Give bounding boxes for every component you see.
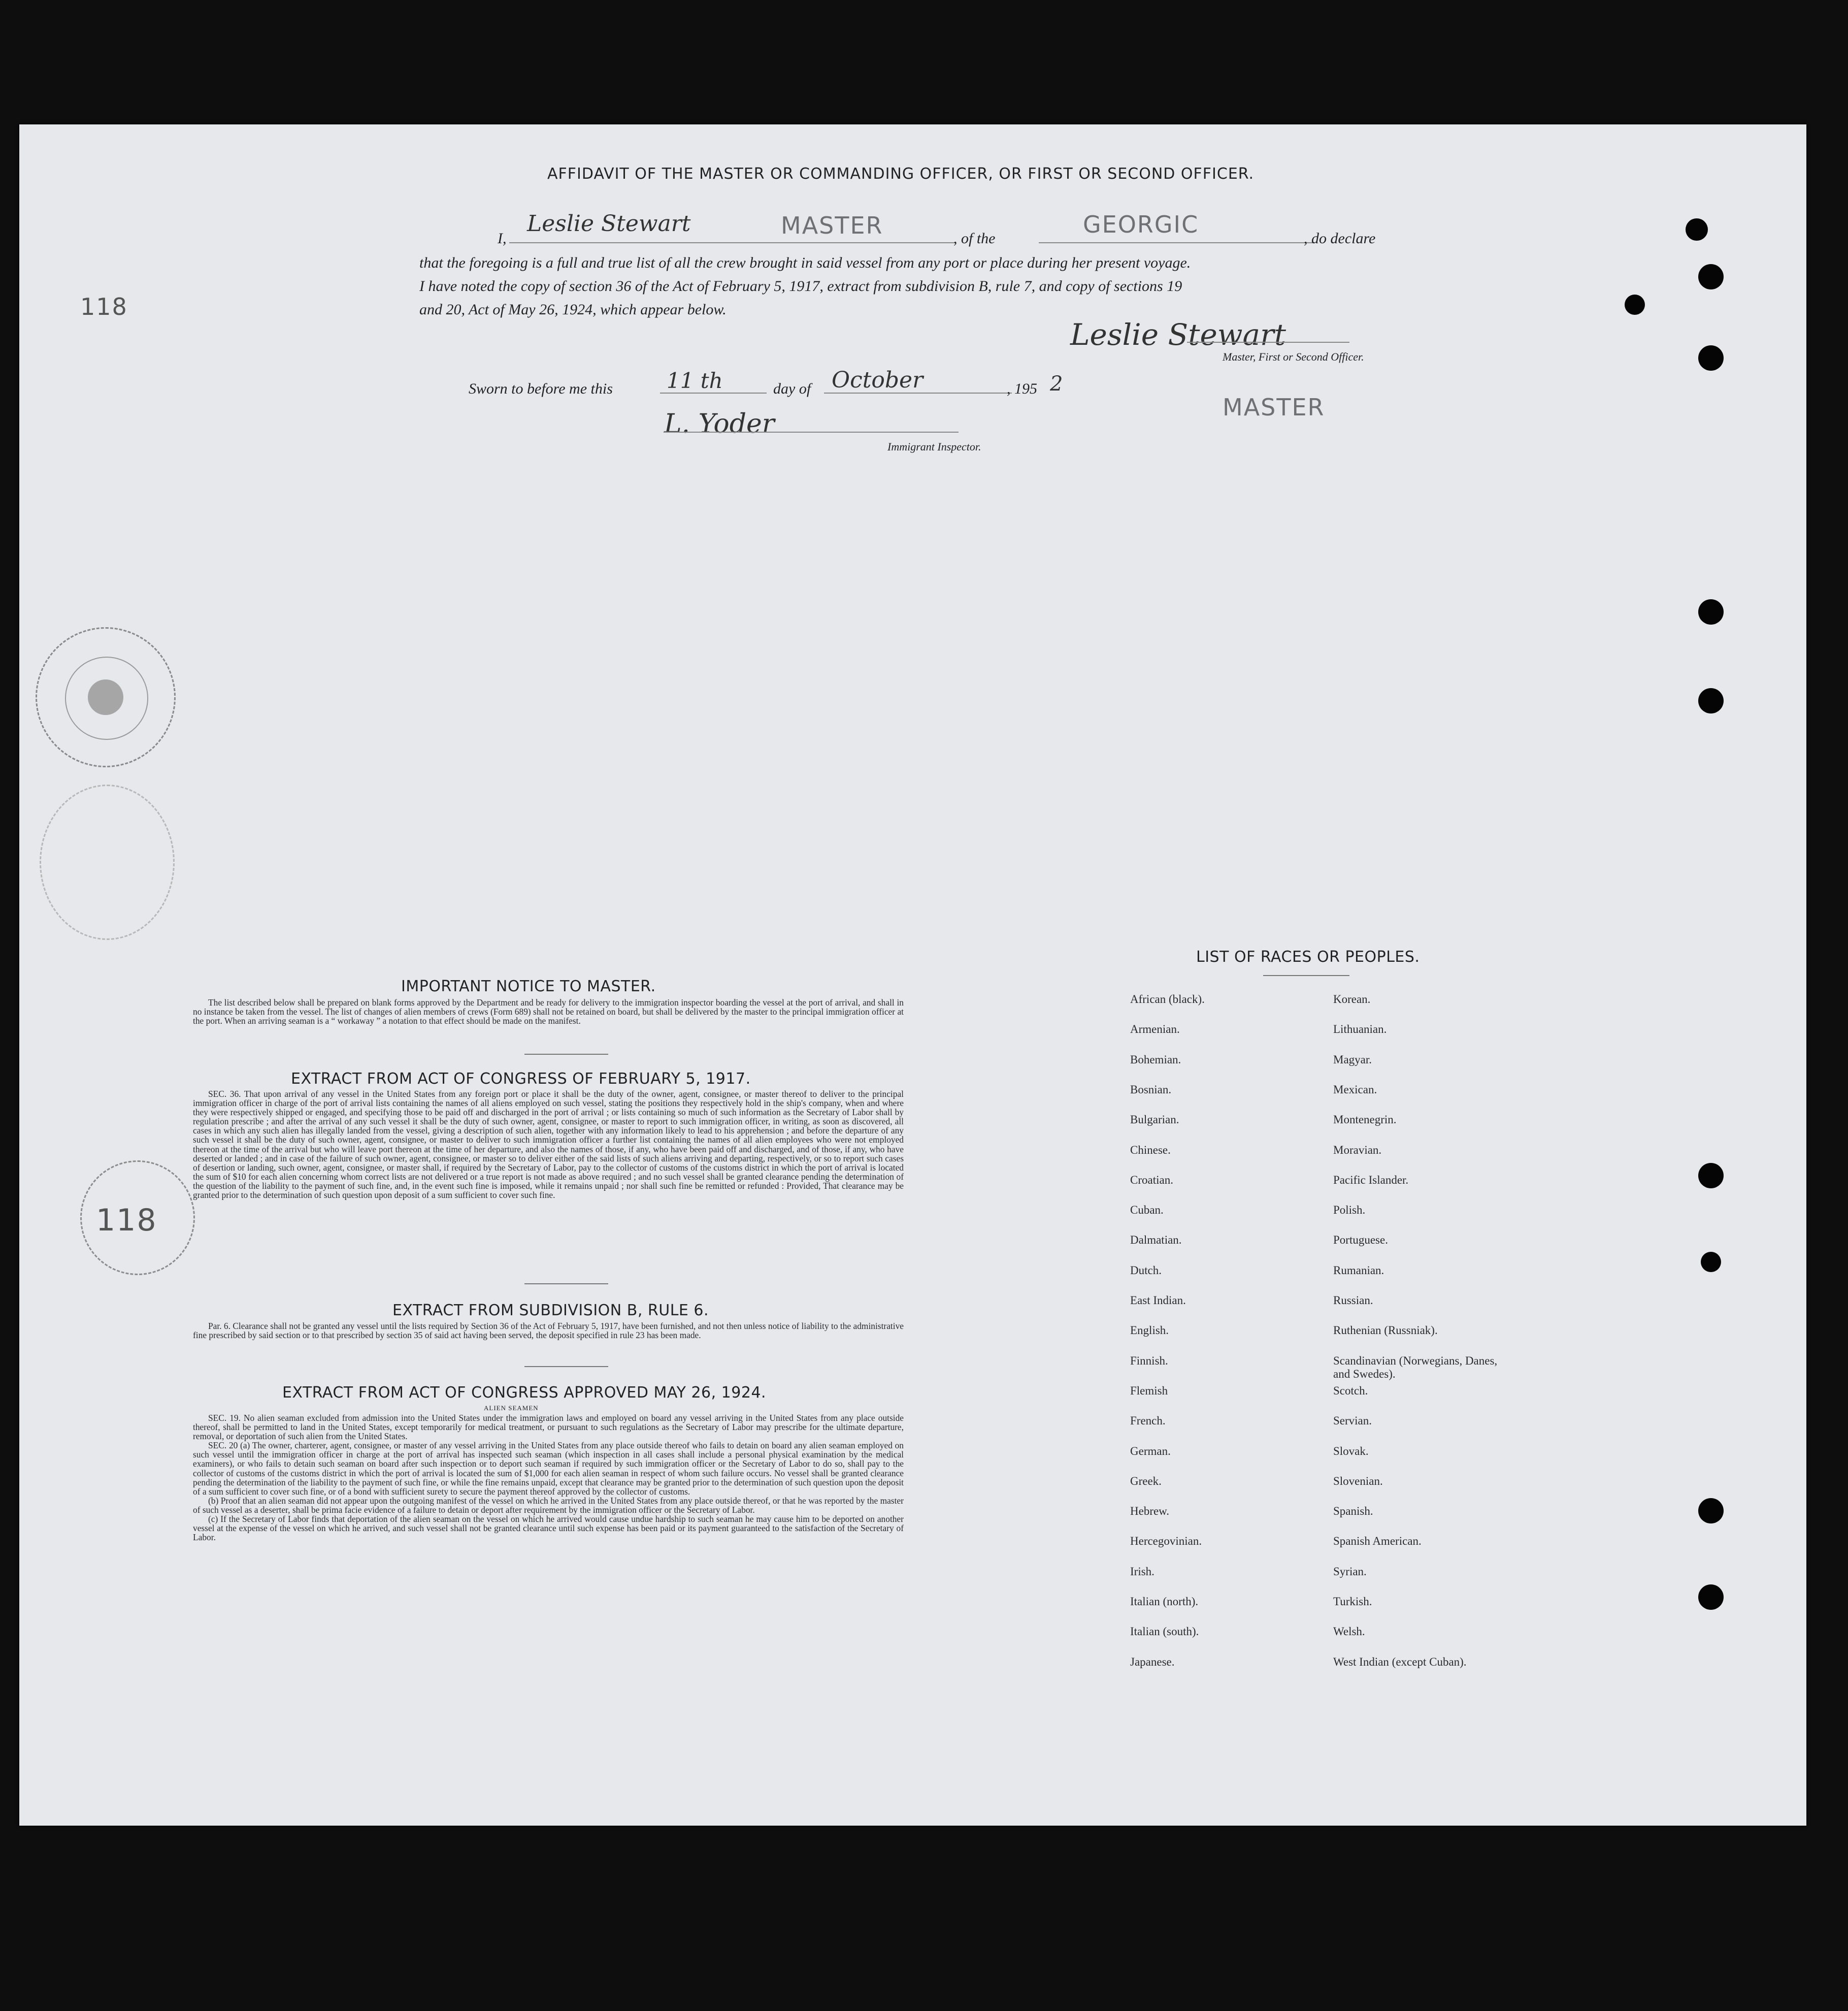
officer-signature-line [1187, 342, 1349, 343]
race-item: Welsh. [1333, 1625, 1365, 1638]
number-seal [80, 1160, 195, 1275]
affidavit-i-label: I, [498, 230, 507, 247]
divider [524, 1366, 608, 1367]
race-item: English. [1130, 1324, 1169, 1337]
races-title: LIST OF RACES OR PEOPLES. [1196, 948, 1420, 966]
race-item: Turkish. [1333, 1595, 1372, 1608]
vessel-name-line [1039, 242, 1313, 243]
manifest-page [19, 124, 1806, 1826]
sworn-year-hand: 2 [1050, 372, 1063, 396]
race-item: Korean. [1333, 993, 1371, 1006]
master-stamp: MASTER [781, 212, 883, 239]
master-stamp-2: MASTER [1223, 394, 1325, 421]
day-of-label: day of [773, 380, 811, 397]
sworn-day: 11 th [667, 368, 723, 393]
race-item: Chinese. [1130, 1143, 1171, 1156]
divider [524, 1283, 608, 1284]
race-item: Rumanian. [1333, 1263, 1384, 1277]
punch-hole [1698, 688, 1724, 713]
extract-1917-title: EXTRACT FROM ACT OF CONGRESS OF FEBRUARY 5, 1917. [291, 1070, 751, 1088]
race-item: Hercegovinian. [1130, 1535, 1202, 1548]
race-item: Irish. [1130, 1565, 1154, 1578]
officer-caption: Master, First or Second Officer. [1223, 350, 1364, 363]
race-item: Japanese. [1130, 1655, 1175, 1668]
affidavit-line-3: I have noted the copy of section 36 of the Act of February 5, 1917, extract from subdivision B, rule 7, and copy of sections 19 [419, 278, 1182, 295]
notice-text: The list described below shall be prepared on blank forms approved by the Department and be ready for delivery to the immigration inspector boarding the vessel at the port of arrival, and shall in no instance be taken from the vessel. The list of changes of alien members of crews (Form 689) shall not be retained on board, but shall be delivered by the master to the principal immigration officer at the port. When an arriving seaman is a “ workaway ” a notation to that effect should be made on the manifest. [193, 997, 904, 1026]
sec-20a-text: SEC. 20 (a) The owner, charterer, agent, consignee, or master of any vessel arriving in the United States from any place outside thereof who fails to detain on board any alien seaman employed on such vessel until the immigration officer in charge at the port of arrival has inspected such seaman (which inspection in all cases shall include a personal physical examination by the medical examiners), or who fails to detain such seaman on board after such inspection or to deport such seaman if required by such immigration officer or the Secretary of Labor to do so, shall pay to the collector of customs of the customs district in which the port of arrival is located the sum of $1,000 for each alien seaman in respect of whom such failure occurs. No vessel shall be granted clearance pending the determination of the liability to the payment of such fine, or while the fine remains unpaid, except that clearance may be granted prior to the determination of such question upon the deposit of a sum sufficient to cover such fine, or of a bond with sufficient surety to secure the payment thereof approved by the collector of customs. [193, 1440, 904, 1497]
race-item: Italian (south). [1130, 1625, 1199, 1638]
inspector-signature: L. Yoder [664, 409, 775, 439]
affidavit-do-declare-label: , do declare [1304, 230, 1376, 247]
race-item: East Indian. [1130, 1294, 1186, 1307]
race-item: Finnish. [1130, 1354, 1168, 1367]
inspector-signature-line [664, 432, 959, 433]
race-item: Ruthenian (Russniak). [1333, 1324, 1438, 1337]
divider [524, 1054, 608, 1055]
race-item: Moravian. [1333, 1143, 1382, 1156]
race-item: West Indian (except Cuban). [1333, 1655, 1467, 1668]
punch-hole [1698, 1163, 1724, 1188]
race-item: Syrian. [1333, 1565, 1367, 1578]
sworn-label: Sworn to before me this [469, 380, 613, 397]
faded-seal [40, 785, 175, 940]
official-seal [36, 627, 176, 767]
subdivision-b-text: Par. 6. Clearance shall not be granted any vessel until the lists required by Section 36 of the Act of February 5, 1917, have been furnished, and not then unless notice of liability to the administrative fine prescribed by said section or to that prescribed by section 35 of said act having been served, the deposit specified in rule 23 has been made. [193, 1321, 904, 1341]
race-item: Flemish [1130, 1384, 1168, 1397]
race-item: African (black). [1130, 993, 1205, 1006]
affidavit-line-4: and 20, Act of May 26, 1924, which appear below. [419, 301, 727, 318]
race-item: Armenian. [1130, 1023, 1180, 1036]
extract-1917-text: SEC. 36. That upon arrival of any vessel in the United States from any foreign port or place it shall be the duty of the owner, agent, consignee, or master thereof to deliver to the principal immigration officer in charge of the port of arrival lists containing the names of all aliens employed on such vessel, stating the positions they respectively hold in the ship's company, when and where they were respectively shipped or engaged, and specifying those to be paid off and discharged in the port of arrival ; or lists containing so much of such information as the Secretary of Labor shall by regulation prescribe ; and after the arrival of any such vessel it shall be the duty of such owner, agent, consignee, or master to report to such immigration officer, in writing, as soon as discovered, all cases in which any such alien has illegally landed from the vessel, giving a description of such alien, together with any information likely to lead to his apprehension ; and before the departure of any such vessel it shall be the duty of such owner, agent, consignee, or master to deliver to such immigration officer a further list containing the names of all alien employees who were not employed thereon at the time of the arrival but who will leave port thereon at the time of her departure, and also the names of those, if any, who have been paid off and discharged, and of those, if any, who have deserted or landed ; and in case of the failure of such owner, agent, consignee, or master so to deliver either of the said lists of such aliens arriving and departing, respectively, or so to report such cases of desertion or landing, such owner, agent, consignee, or master shall, if required by the Secretary of Labor, pay to the collector of customs of the customs district in which the port of arrival is located the sum of $10 for each alien concerning whom correct lists are not delivered or a true report is not made as above required ; and no such vessel shall be granted clearance pending the determination of the question of the liability to the payment of such fine, and, in the event such fine is imposed, while it remains unpaid ; nor shall such fine be remitted or refunded : Provided, That clearance may be granted prior to the determination of such question upon deposit of a sum sufficient to cover such fine. [193, 1089, 904, 1201]
punch-hole [1698, 1584, 1724, 1610]
race-item: Polish. [1333, 1204, 1366, 1217]
race-item: Mexican. [1333, 1083, 1377, 1096]
declarant-name-line [509, 242, 956, 243]
punch-hole [1686, 218, 1708, 241]
punch-hole [1698, 1498, 1724, 1523]
affidavit-line-2: that the foregoing is a full and true list of all the crew brought in said vessel from any port or place during her present voyage. [419, 254, 1191, 271]
subdivision-b-title: EXTRACT FROM SUBDIVISION B, RULE 6. [392, 1302, 709, 1319]
race-item: Spanish American. [1333, 1535, 1422, 1548]
sec-20b-text: (b) Proof that an alien seaman did not appear upon the outgoing manifest of the vessel on which he arrived in the United States from any place outside thereof, or that he was reported by the master of such vessel as a deserter, shall be prima facie evidence of a failure to detain or deport after requirement by the immigration officer or the Secretary of Labor. [193, 1495, 904, 1515]
sworn-year-prefix: , 195 [1007, 380, 1037, 397]
punch-hole [1625, 295, 1645, 315]
race-item: Bulgarian. [1130, 1113, 1179, 1126]
officer-signature: Leslie Stewart [1070, 317, 1286, 352]
race-item: French. [1130, 1414, 1166, 1428]
race-item: Slovenian. [1333, 1474, 1383, 1487]
race-item: Portuguese. [1333, 1234, 1388, 1247]
seal-number: 118 [96, 1203, 157, 1238]
notice-title: IMPORTANT NOTICE TO MASTER. [401, 978, 656, 995]
declarant-signature: Leslie Stewart [527, 211, 691, 237]
punch-hole [1698, 345, 1724, 371]
race-item: Slovak. [1333, 1444, 1369, 1457]
punch-hole [1698, 599, 1724, 625]
divider [1263, 975, 1349, 976]
race-item: Greek. [1130, 1474, 1162, 1487]
race-item: Magyar. [1333, 1053, 1372, 1066]
affidavit-of-the-label: , of the [953, 230, 996, 247]
race-item: Italian (north). [1130, 1595, 1199, 1608]
inspector-caption: Immigrant Inspector. [887, 440, 981, 453]
race-item: Croatian. [1130, 1173, 1173, 1186]
extract-1924-text [193, 1413, 904, 1542]
race-item: Russian. [1333, 1294, 1373, 1307]
race-item: Lithuanian. [1333, 1023, 1387, 1036]
race-item: Pacific Islander. [1333, 1173, 1409, 1186]
race-item: Bohemian. [1130, 1053, 1181, 1066]
sec-19-text: SEC. 19. No alien seaman excluded from admission into the United States under the immigration laws and employed on board any vessel arriving in the United States from any place outside thereof, shall be permitted to land in the United States, except temporarily for medical treatment, or pursuant to such regulations as the Secretary of Labor may prescribe for the ultimate departure, removal, or deportation of such alien from the United States. [193, 1413, 904, 1442]
race-item: Bosnian. [1130, 1083, 1172, 1096]
race-item: Scotch. [1333, 1384, 1368, 1397]
sec-20c-text: (c) If the Secretary of Labor finds that deportation of the alien seaman on the vessel on which he arrived would cause undue hardship to such seaman he may cause him to be deported on another vessel at the expense of the vessel on which he arrived, and such vessel shall not be granted clearance until such expense has been paid or its payment guaranteed to the satisfaction of the Secretary of Labor. [193, 1514, 904, 1543]
race-item: German. [1130, 1444, 1171, 1457]
race-item: Spanish. [1333, 1505, 1373, 1518]
race-item: Dalmatian. [1130, 1234, 1182, 1247]
punch-hole [1698, 264, 1724, 289]
race-item: Hebrew. [1130, 1505, 1170, 1518]
affidavit-title: AFFIDAVIT OF THE MASTER OR COMMANDING OFFICER, OR FIRST OR SECOND OFFICER. [547, 165, 1255, 183]
race-item: Dutch. [1130, 1263, 1162, 1277]
extract-1924-subtitle: ALIEN SEAMEN [484, 1404, 539, 1412]
left-margin-number: 118 [80, 293, 128, 320]
vessel-name: GEORGIC [1083, 211, 1199, 238]
race-item: Servian. [1333, 1414, 1372, 1428]
race-item: Montenegrin. [1333, 1113, 1397, 1126]
punch-hole [1701, 1252, 1721, 1272]
extract-1924-title: EXTRACT FROM ACT OF CONGRESS APPROVED MAY 26, 1924. [282, 1384, 767, 1402]
race-item: Cuban. [1130, 1204, 1164, 1217]
sworn-month: October [832, 367, 923, 393]
race-item: Scandinavian (Norwegians, Danes, and Swedes). [1333, 1354, 1498, 1381]
